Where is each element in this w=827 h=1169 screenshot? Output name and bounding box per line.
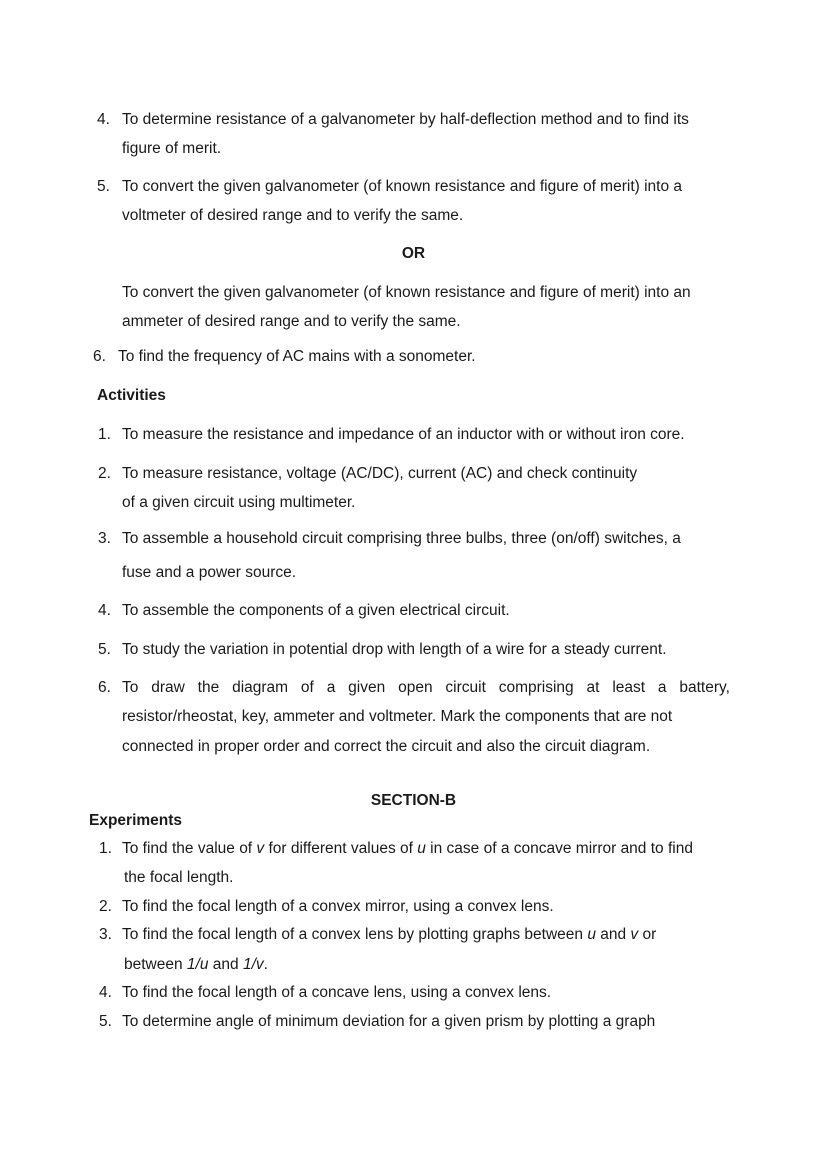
list-item-text: between 1/u and 1/v. [124, 956, 268, 973]
list-item-text: To determine angle of minimum deviation for a given prism by plotting a graph [122, 1013, 656, 1030]
activities-heading: Activities [97, 387, 166, 404]
list-item-text: fuse and a power source. [122, 564, 297, 581]
list-item-text: To convert the given galvanometer (of known resistance and figure of merit) into a [122, 178, 683, 195]
list-item-text: connected in proper order and correct the circuit and also the circuit diagram. [122, 738, 651, 755]
list-item-text: To assemble a household circuit comprising three bulbs, three (on/off) switches, a [122, 530, 681, 547]
list-item-text-justified: To draw the diagram of a given open circuit comprising at least a battery, [122, 679, 730, 696]
list-number: 4. [98, 602, 111, 619]
list-number: 3. [99, 926, 112, 943]
list-number: 1. [99, 840, 112, 857]
experiments-heading: Experiments [89, 812, 183, 829]
list-item-text: To study the variation in potential drop with length of a wire for a steady current. [122, 641, 667, 658]
list-item-text: To find the focal length of a convex mirror, using a convex lens. [122, 898, 554, 915]
list-item-text: figure of merit. [122, 140, 222, 157]
or-label: OR [401, 245, 426, 262]
list-number: 4. [97, 111, 110, 128]
alt-text: ammeter of desired range and to verify the same. [122, 313, 461, 330]
list-item-text: To measure the resistance and impedance of an inductor with or without iron core. [122, 426, 685, 443]
list-item-text: of a given circuit using multimeter. [122, 494, 356, 511]
list-item-text: To find the focal length of a concave lens, using a convex lens. [122, 984, 552, 1001]
list-number: 4. [99, 984, 112, 1001]
list-number: 3. [98, 530, 111, 547]
list-item-text: To find the value of v for different values of u in case of a concave mirror and to find [122, 840, 693, 857]
list-number: 2. [99, 898, 112, 915]
section-heading: SECTION-B [370, 792, 457, 809]
list-item-text: To measure resistance, voltage (AC/DC), current (AC) and check continuity [122, 465, 638, 482]
list-item-text: To find the frequency of AC mains with a sonometer. [118, 348, 476, 365]
list-number: 5. [99, 1013, 112, 1030]
list-item-text: To assemble the components of a given electrical circuit. [122, 602, 510, 619]
list-item-text: To find the focal length of a convex lens by plotting graphs between u and v or [122, 926, 657, 943]
list-item-text: voltmeter of desired range and to verify the same. [122, 207, 464, 224]
list-number: 2. [98, 465, 111, 482]
list-number: 1. [98, 426, 111, 443]
alt-text: To convert the given galvanometer (of known resistance and figure of merit) into an [122, 284, 691, 301]
list-number: 6. [98, 679, 111, 696]
list-number: 6. [93, 348, 106, 365]
list-number: 5. [97, 178, 110, 195]
list-number: 5. [98, 641, 111, 658]
list-item-text: To determine resistance of a galvanometer by half-deflection method and to find its [122, 111, 689, 128]
list-item-text: resistor/rheostat, key, ammeter and voltmeter. Mark the components that are not [122, 708, 673, 725]
list-item-text: the focal length. [124, 869, 234, 886]
